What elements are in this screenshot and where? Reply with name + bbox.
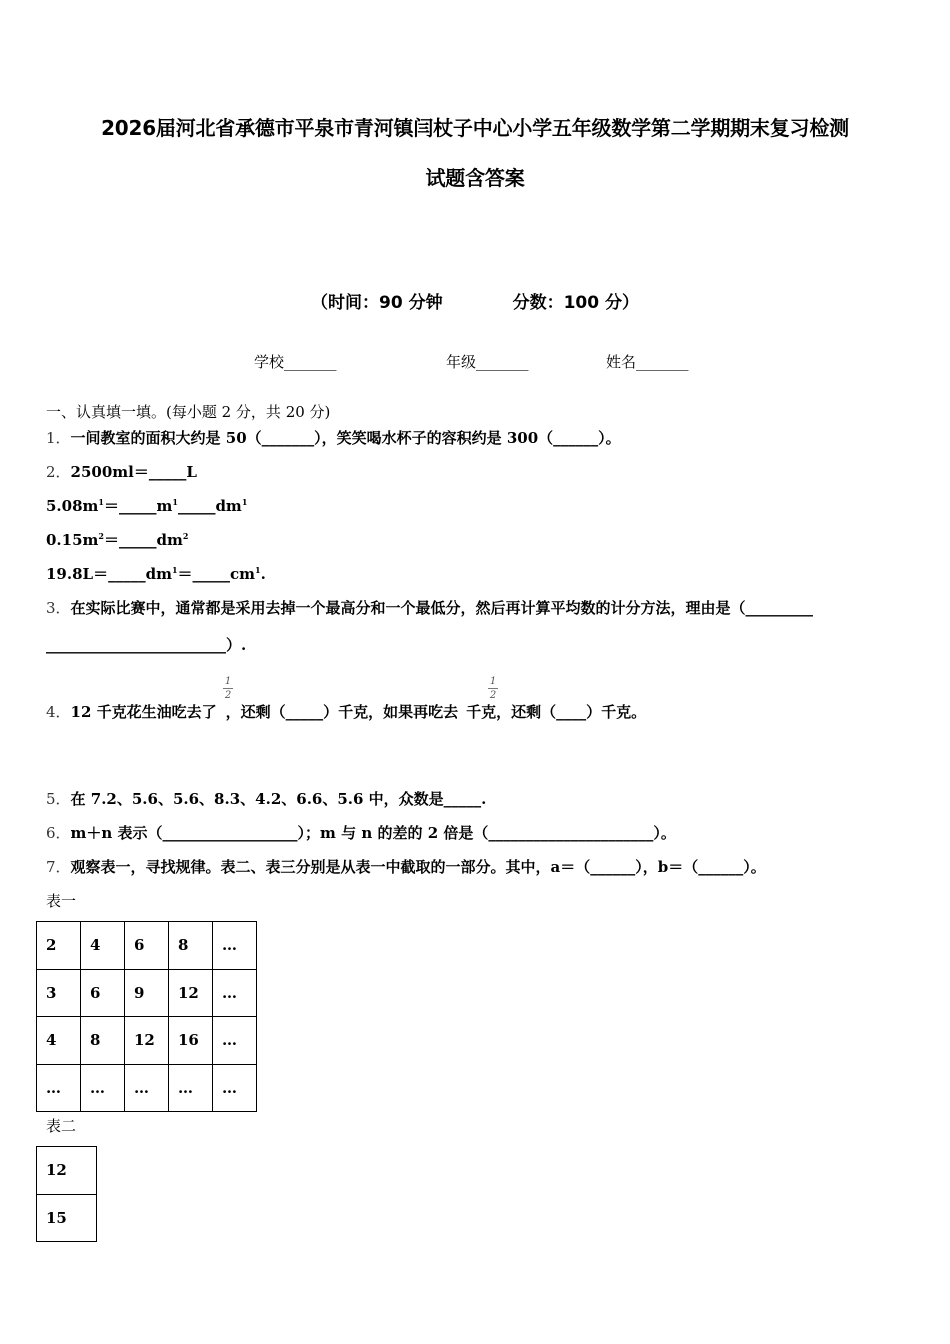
exam-score: 分数：100 分） xyxy=(512,293,639,313)
question-2 xyxy=(46,461,197,482)
question-2-line3 xyxy=(46,529,188,550)
question-1 xyxy=(46,427,621,448)
table-cell: … xyxy=(213,1064,257,1112)
table-cell: 9 xyxy=(125,969,169,1017)
table-2-label: 表二 xyxy=(46,1117,77,1135)
question-text: 2500ml＝_____L xyxy=(70,463,197,481)
table-row xyxy=(37,1064,257,1112)
superscript: 1 xyxy=(241,497,248,507)
fraction-one-half xyxy=(223,676,233,701)
superscript: 2 xyxy=(98,531,104,541)
question-3-line2: ________________________）. xyxy=(46,636,247,654)
superscript: 1 xyxy=(255,565,261,575)
q2-part: 0.15m xyxy=(46,531,99,549)
table-cell: 8 xyxy=(169,922,213,970)
table-cell: … xyxy=(169,1064,213,1112)
q2-part: . xyxy=(260,565,266,583)
table-cell: 6 xyxy=(125,922,169,970)
table-cell: 8 xyxy=(81,1017,125,1065)
q4-part: ，还剩（_____）千克，如果再吃去 xyxy=(225,703,459,721)
exam-meta xyxy=(0,288,950,313)
question-number: 4． xyxy=(46,703,71,721)
table-cell: … xyxy=(37,1064,81,1112)
table-cell: … xyxy=(81,1064,125,1112)
table-row xyxy=(37,922,257,970)
question-5 xyxy=(46,788,486,809)
table-1-label: 表一 xyxy=(46,892,77,910)
table-cell: … xyxy=(213,1017,257,1065)
q4-part: 12 千克花生油吃去了 xyxy=(70,703,217,721)
q2-part: ＝_____m xyxy=(103,497,173,515)
fraction-one-half xyxy=(488,676,498,701)
table-cell: 4 xyxy=(81,922,125,970)
exam-time: （时间：90 分钟 xyxy=(311,293,443,313)
school-field: 学校_______ xyxy=(254,353,337,371)
table-cell: … xyxy=(125,1064,169,1112)
question-number: 1． xyxy=(46,429,71,447)
question-number: 3． xyxy=(46,599,71,617)
fraction-denominator: 2 xyxy=(224,690,232,701)
table-cell: 4 xyxy=(37,1017,81,1065)
table-cell: 12 xyxy=(169,969,213,1017)
question-2-line4 xyxy=(46,563,266,584)
question-number: 7． xyxy=(46,858,71,876)
table-cell: 12 xyxy=(125,1017,169,1065)
superscript: 2 xyxy=(182,531,189,541)
table-row xyxy=(37,969,257,1017)
q2-part: _____dm xyxy=(177,497,242,515)
question-7 xyxy=(46,856,766,877)
table-cell: 15 xyxy=(37,1194,97,1242)
table-cell: 6 xyxy=(81,969,125,1017)
table-row xyxy=(37,1017,257,1065)
table-cell: 12 xyxy=(37,1147,97,1195)
q4-part: 千克，还剩（____）千克。 xyxy=(466,703,647,721)
doc-title-line2: 试题含答案 xyxy=(425,166,525,190)
table-cell: 3 xyxy=(37,969,81,1017)
fraction-numerator: 1 xyxy=(489,676,497,687)
table-cell: 16 xyxy=(169,1017,213,1065)
q2-part: 19.8L＝_____dm xyxy=(46,565,172,583)
question-4 xyxy=(46,701,646,722)
question-number: 5． xyxy=(46,790,71,808)
superscript: 1 xyxy=(171,565,178,575)
question-number: 6． xyxy=(46,824,71,842)
table-cell: … xyxy=(213,969,257,1017)
question-text: 观察表一，寻找规律。表二、表三分别是从表一中截取的一部分。其中，a＝（______），b＝（______）。 xyxy=(70,858,766,876)
section-heading: 一、认真填一填。(每小题 2 分，共 20 分) xyxy=(46,403,331,421)
q2-part: 5.08m xyxy=(46,497,99,515)
superscript: 1 xyxy=(98,497,104,507)
q2-part: ＝_____cm xyxy=(177,565,256,583)
q2-part: ＝_____dm xyxy=(103,531,183,549)
superscript: 1 xyxy=(172,497,178,507)
fraction-numerator: 1 xyxy=(224,676,232,687)
table-cell: … xyxy=(213,922,257,970)
question-text: 在 7.2、5.6、5.6、8.3、4.2、6.6、5.6 中，众数是_____. xyxy=(70,790,487,808)
question-text: m＋n 表示（__________________）；m 与 n 的差的 2 倍是（______________________）。 xyxy=(70,824,676,842)
table-cell: 2 xyxy=(37,922,81,970)
fraction-denominator: 2 xyxy=(489,690,497,701)
name-field: 姓名_______ xyxy=(606,353,689,371)
question-text: 在实际比赛中，通常都是采用去掉一个最高分和一个最低分，然后再计算平均数的计分方法，理由是（_________ xyxy=(70,599,814,617)
table-2 xyxy=(36,1146,97,1242)
question-3 xyxy=(46,597,813,618)
question-number: 2． xyxy=(46,463,71,481)
table-row xyxy=(37,1147,97,1195)
table-1 xyxy=(36,921,257,1112)
question-2-line2 xyxy=(46,495,247,516)
question-6 xyxy=(46,822,676,843)
question-text: 一间教室的面积大约是 50（_______），笑笑喝水杯子的容积约是 300（______）。 xyxy=(70,429,621,447)
doc-title-line1: 2026届河北省承德市平泉市青河镇闫杖子中心小学五年级数学第二学期期末复习检测 xyxy=(101,116,849,140)
table-row xyxy=(37,1194,97,1242)
grade-field: 年级_______ xyxy=(446,353,529,371)
